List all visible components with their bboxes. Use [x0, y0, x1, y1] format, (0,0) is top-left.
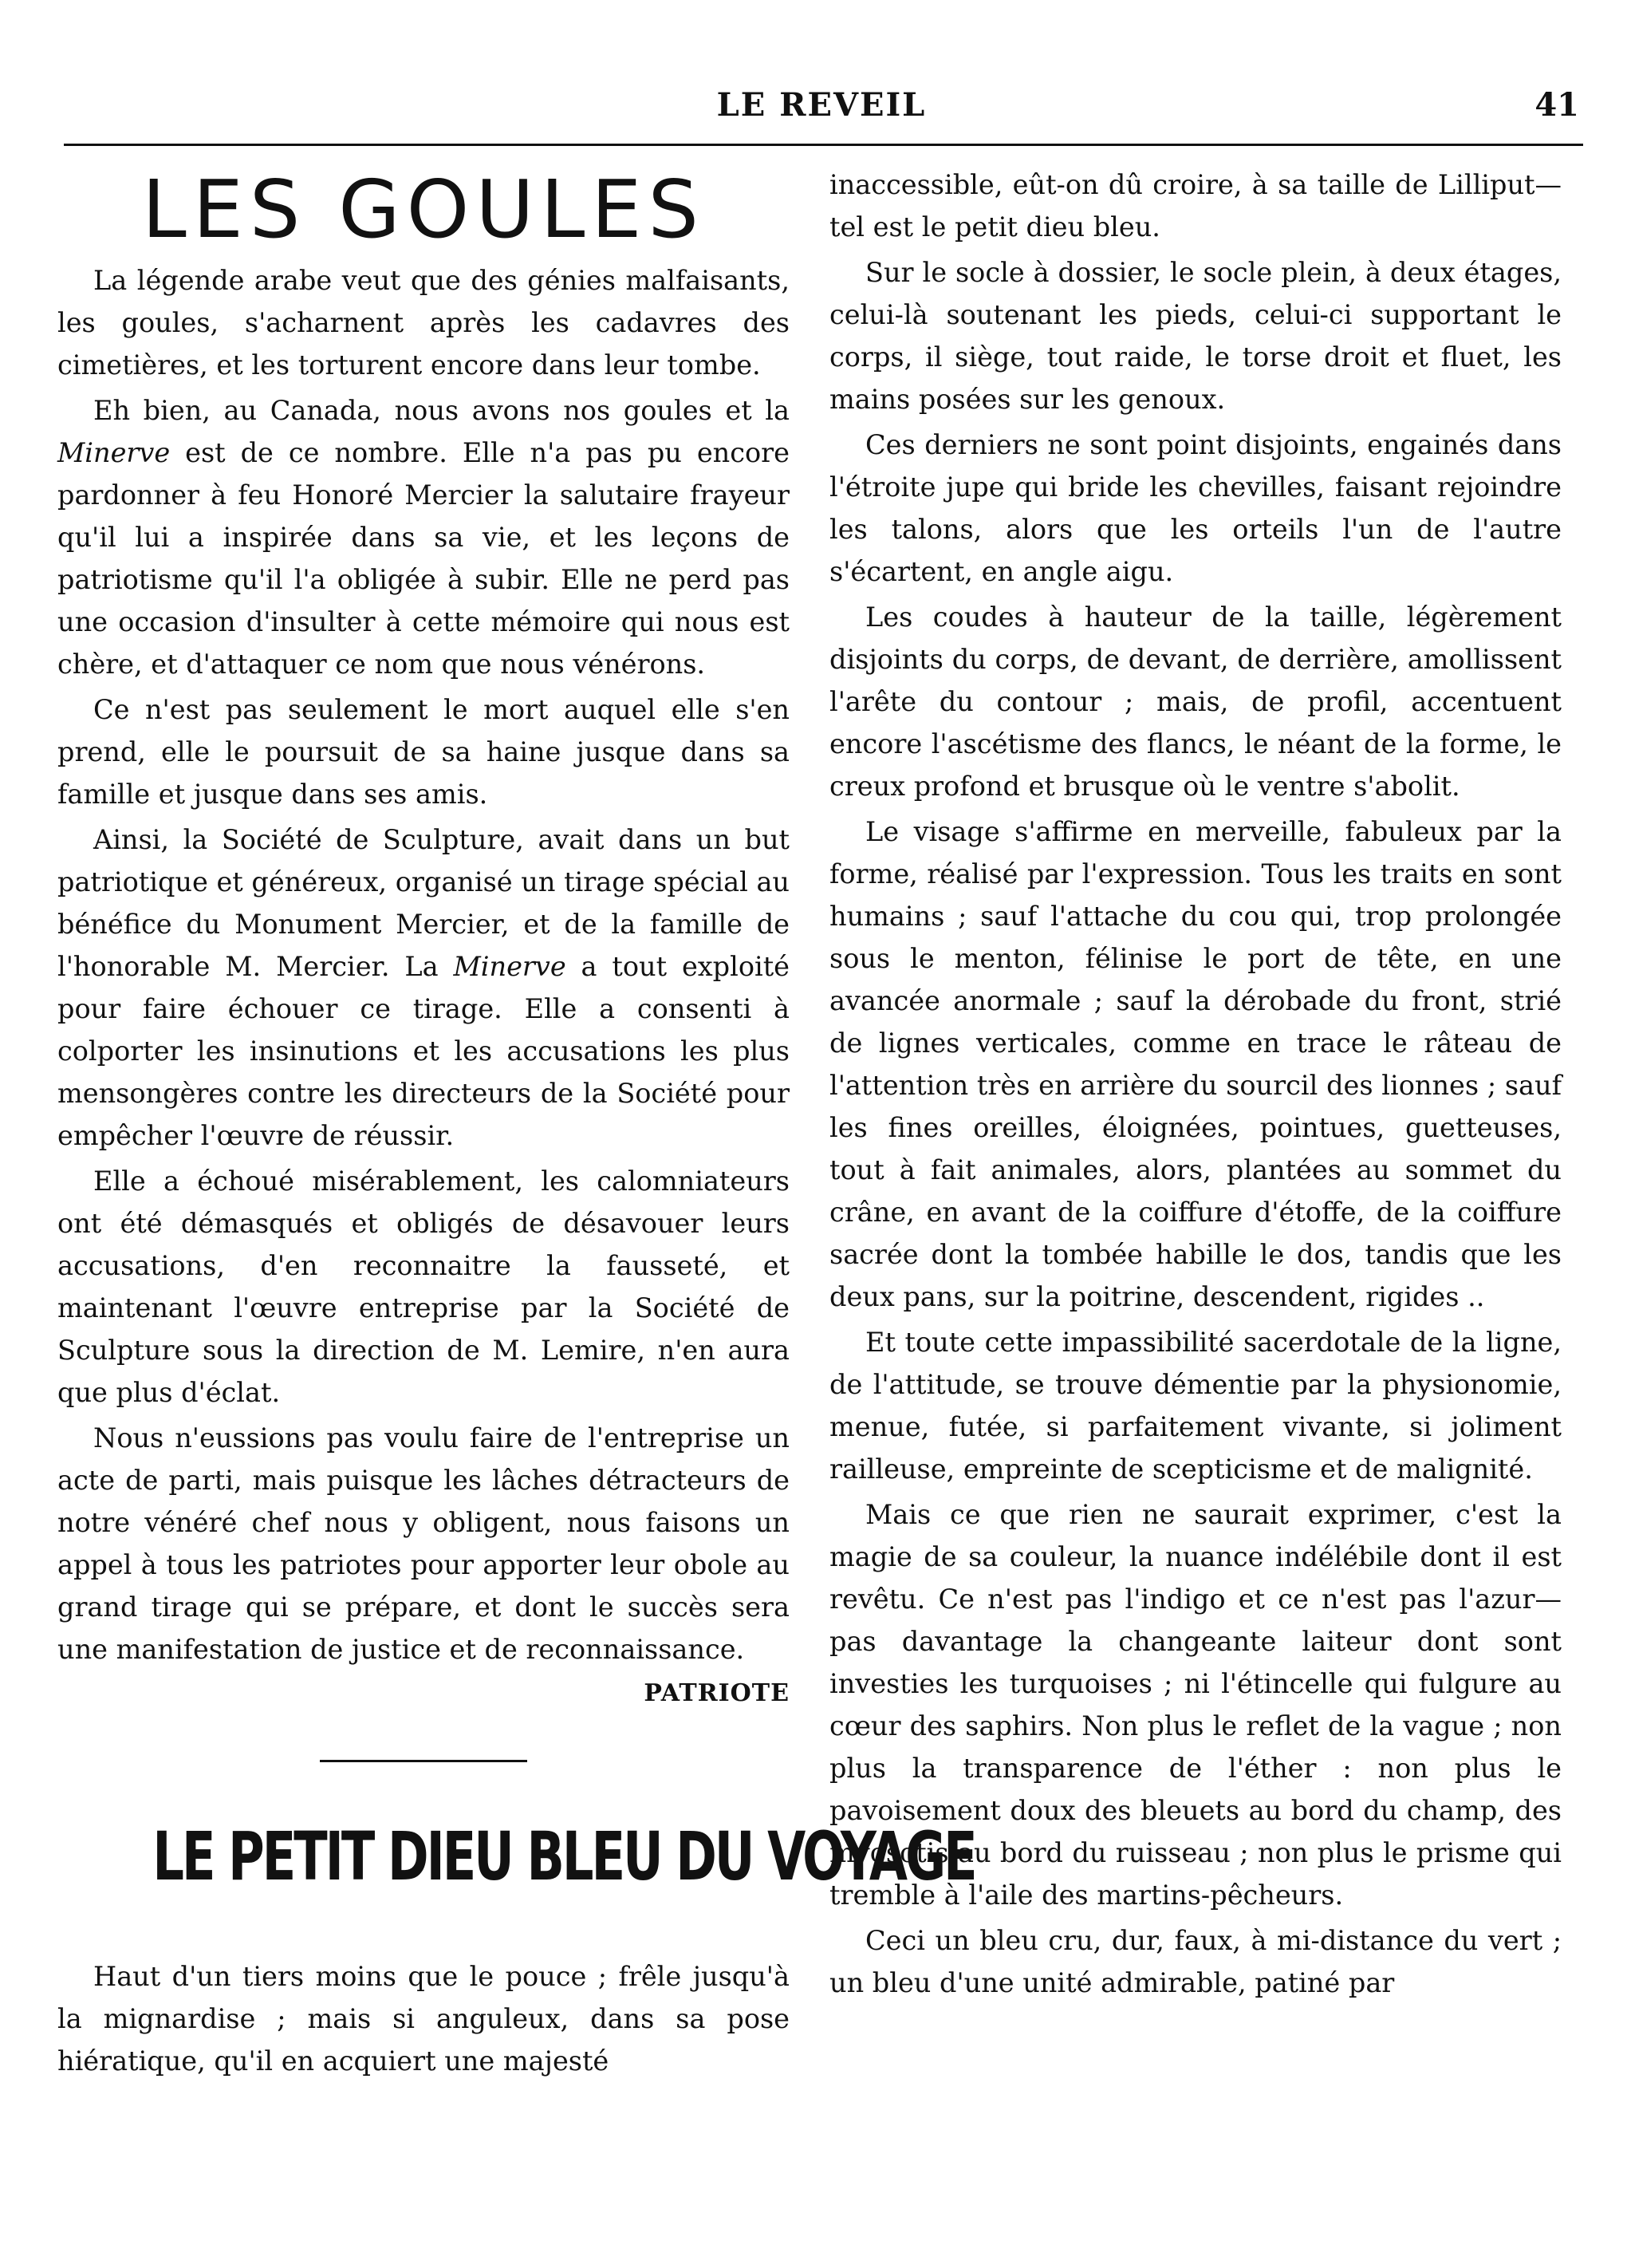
paragraph — [57, 389, 790, 685]
paragraph: Sur le socle à dossier, le socle plein, à deux étages, celui-là soutenant les pieds, celui-ci supportant le corps, il siège, tout raide, le torse droit et fluet, les mains posées sur les genoux. — [829, 257, 1562, 415]
right-column — [829, 164, 1562, 2004]
paragraph: Mais ce que rien ne saurait exprimer, c'est la magie de sa couleur, la nuance indélébile dont il est revêtu. Ce n'est pas l'indigo et ce n'est pas l'azur—pas davantage la changeante laiteur dont sont investies les turquoises ; ni l'étincelle qui fulgure au cœur des saphirs. Non plus le reflet de la vague ; non plus la transparence de l'éther : non plus le pavoisement doux des bleuets au bord du champ, des myosotis au bord du ruisseau ; non plus le prisme qui tremble à l'aile des martins-pêcheurs. — [829, 1499, 1562, 1911]
header-rule — [64, 144, 1583, 146]
paragraph: La légende arabe veut que des génies malfaisants, les goules, s'acharnent après les cadavres des cimetières, et les torturent encore dans leur tombe. — [57, 265, 790, 381]
paragraph — [57, 818, 790, 1157]
paragraph: Haut d'un tiers moins que le pouce ; frêle jusqu'à la mignardise ; mais si anguleux, dans sa pose hiératique, qu'il en acquiert une majesté — [57, 1961, 790, 2077]
article-title-dieu-bleu: LE PETIT DIEU BLEU DU VOYAGE — [152, 1817, 975, 1895]
paragraph: Et toute cette impassibilité sacerdotale de la ligne, de l'attitude, se trouve démentie par la physionomie, menue, futée, si parfaitement vivante, si joliment railleuse, empreinte de scepticisme et de malignité. — [829, 1327, 1562, 1485]
paragraph: Ceci un bleu cru, dur, faux, à mi-distance du vert ; un bleu d'une unité admirable, patiné par — [829, 1925, 1562, 1998]
article-signature: PATRIOTE — [644, 1679, 790, 1707]
text-run: a tout exploité pour faire échouer ce tirage. Elle a consenti à colporter les insinutions et les accusations les plus mensongères contre les directeurs de la Société pour empêcher l'œuvre de réussir. — [57, 951, 790, 1151]
section-separator — [320, 1760, 527, 1762]
paragraph: Les coudes à hauteur de la taille, légèrement disjoints du corps, de devant, de derrière, amollissent l'arête du contour ; mais, de profil, accentuent encore l'ascétisme des flancs, le néant de la forme, le creux profond et brusque où le ventre s'abolit. — [829, 602, 1562, 802]
left-column — [57, 163, 975, 2082]
text-run: Eh bien, au Canada, nous avons nos goules et la — [93, 395, 790, 426]
paragraph: Ces derniers ne sont point disjoints, engainés dans l'étroite jupe qui bride les chevilles, faisant rejoindre les talons, alors que les orteils l'un de l'autre s'écartent, en angle aigu. — [829, 429, 1562, 587]
newspaper-name: Minerve — [57, 437, 171, 468]
paragraph-continued: inaccessible, eût-on dû croire, à sa taille de Lilliput—tel est le petit dieu bleu. — [829, 169, 1562, 243]
text-run: Ainsi, la Société de Sculpture, avait dans un but patriotique et généreux, organisé un tirage spécial au bénéfice du Monument Mercier, et de la famille de l'honorable M. Mercier. La — [57, 824, 790, 982]
page-number: 41 — [1534, 86, 1579, 124]
newspaper-name: Minerve — [453, 951, 566, 982]
article-title-goules: LES GOULES — [142, 163, 705, 256]
paragraph: Le visage s'affirme en merveille, fabuleux par la forme, réalisé par l'expression. Tous les traits en sont humains ; sauf l'attache du cou qui, trop prolongée sous le menton, félinise le port de tête, en une avancée anormale ; sauf la dérobade du front, strié de lignes verticales, comme en trace le râteau de l'attention très en arrière du sourcil des lionnes ; sauf les fines oreilles, éloignées, pointues, guetteuses, tout à fait animales, alors, plantées au sommet du crâne, en avant de la coiffure d'étoffe, de la coiffure sacrée dont la tombée habille le dos, tandis que les deux pans, sur la poitrine, descendent, rigides .. — [829, 816, 1562, 1312]
text-run: est de ce nombre. Elle n'a pas pu encore pardonner à feu Honoré Mercier la salutaire frayeur qu'il lui a inspirée dans sa vie, et les leçons de patriotisme qu'il l'a obligée à subir. Elle ne perd pas une occasion d'insulter à cette mémoire qui nous est chère, et d'attaquer ce nom que nous vénérons. — [57, 437, 790, 680]
journal-name: LE REVEIL — [716, 86, 927, 124]
running-head — [64, 86, 1579, 142]
paragraph: Nous n'eussions pas voulu faire de l'entreprise un acte de parti, mais puisque les lâches détracteurs de notre vénéré chef nous y obligent, nous faisons un appel à tous les patriotes pour apporter leur obole au grand tirage qui se prépare, et dont le succès sera une manifestation de justice et de reconnaissance. — [57, 1422, 790, 1665]
paragraph: Ce n'est pas seulement le mort auquel elle s'en prend, elle le poursuit de sa haine jusque dans sa famille et jusque dans ses amis. — [57, 694, 790, 810]
paragraph: Elle a échoué misérablement, les calomniateurs ont été démasqués et obligés de désavouer leurs accusations, d'en reconnaitre la fausseté, et maintenant l'œuvre entreprise par la Société de Sculpture sous la direction de M. Lemire, n'en aura que plus d'éclat. — [57, 1166, 790, 1408]
